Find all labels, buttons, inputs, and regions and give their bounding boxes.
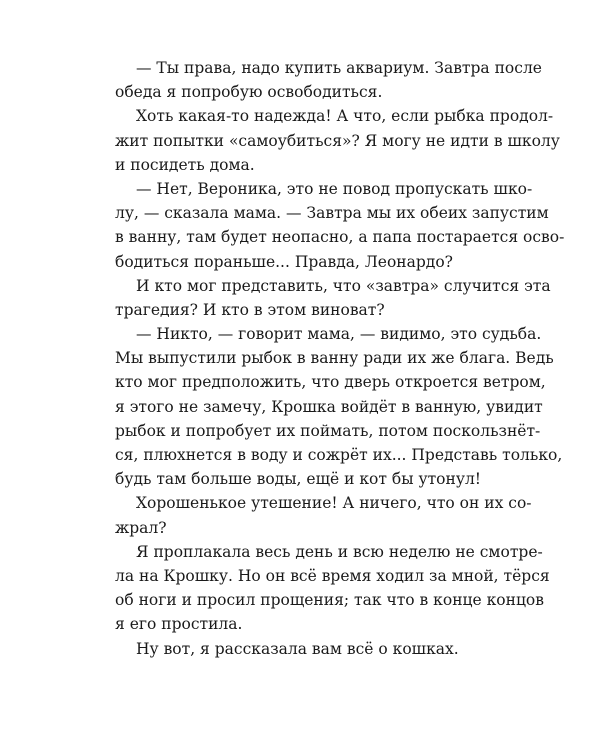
text-line: И кто мог представить, что «завтра» случится эта: [136, 276, 551, 295]
text-line: жрал?: [115, 518, 167, 537]
text-line: ла на Крошку. Но он всё время ходил за мной, тёрся: [115, 566, 550, 585]
text-line: рыбок и попробует их поймать, потом поскользнёт-: [115, 421, 541, 440]
paragraph: [115, 177, 565, 274]
text-line: в ванну, там будет неопасно, а папа постарается осво-: [115, 228, 565, 247]
paragraph: [115, 104, 560, 177]
text-line: и посидеть дома.: [115, 155, 255, 174]
text-line: — Ты права, надо купить аквариум. Завтра после: [136, 59, 542, 77]
paragraph: [115, 274, 551, 322]
text-line: Хорошенькое утешение! А ничего, что он их со-: [136, 494, 532, 513]
text-line: Ну вот, я рассказала вам всё о кошках.: [136, 639, 459, 658]
text-line: Я проплакала весь день и всю неделю не смотре-: [136, 542, 543, 561]
text-line: трагедия? И кто в этом виноват?: [115, 300, 385, 319]
page-text: [115, 56, 565, 661]
paragraph: [115, 322, 563, 491]
text-line: лу, — сказала мама. — Завтра мы их обеих запустим: [115, 204, 549, 223]
paragraph: [115, 56, 542, 104]
paragraph: [115, 540, 550, 637]
text-line: — Нет, Вероника, это не повод пропускать шко-: [136, 179, 533, 198]
text-line: Мы выпустили рыбок в ванну ради их же блага. Ведь: [115, 349, 554, 368]
text-line: ся, плюхнется в воду и сожрёт их... Представь только,: [115, 446, 563, 464]
paragraph: [115, 491, 532, 539]
paragraph: [115, 637, 459, 661]
text-line: жит попытки «самоубиться»? Я могу не идти в школу: [115, 131, 560, 150]
text-line: — Никто, — говорит мама, — видимо, это судьба.: [136, 325, 542, 344]
text-line: я его простила.: [115, 615, 243, 634]
text-line: обеда я попробую освободиться.: [115, 83, 383, 102]
text-line: Хоть какая-то надежда! А что, если рыбка продол-: [136, 107, 554, 126]
text-line: об ноги и просил прощения; так что в конце концов: [115, 591, 544, 610]
text-line: кто мог предположить, что дверь откроется ветром,: [115, 373, 546, 392]
text-line: бодиться пораньше... Правда, Леонардо?: [115, 252, 453, 271]
text-line: будь там больше воды, ещё и кот бы утонул!: [115, 470, 482, 489]
text-line: я этого не замечу, Крошка войдёт в ванную, увидит: [115, 397, 543, 416]
